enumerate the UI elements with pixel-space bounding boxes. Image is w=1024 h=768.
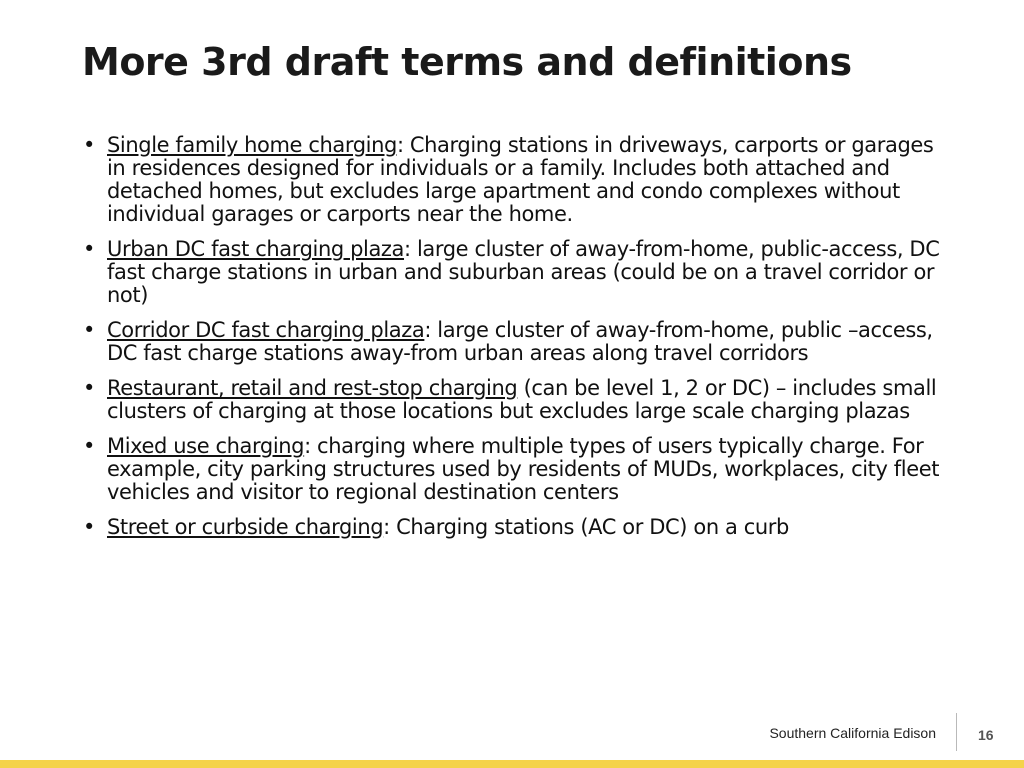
list-item bbox=[80, 319, 950, 365]
term-label: Urban DC fast charging plaza bbox=[107, 237, 405, 261]
list-item bbox=[80, 377, 950, 423]
bullet-icon: • bbox=[83, 318, 95, 342]
term-definition: : Charging stations in driveways, carports or garages in residences designed for individuals or a family. Includes both attached and detached homes, but excludes large apartment and condo complexes without individual garages or carports near the home. bbox=[107, 133, 934, 226]
footer-organization: Southern California Edison bbox=[769, 725, 936, 741]
page-number: 16 bbox=[978, 727, 994, 743]
list-item bbox=[80, 238, 950, 307]
bullet-icon: • bbox=[83, 237, 95, 261]
list-item bbox=[80, 134, 950, 226]
term-label: Street or curbside charging bbox=[107, 515, 384, 539]
term-definition: : Charging stations (AC or DC) on a curb bbox=[383, 515, 789, 539]
term-label: Corridor DC fast charging plaza bbox=[107, 318, 425, 342]
term-definition: : charging where multiple types of users typically charge. For example, city parking structures used by residents of MUDs, workplaces, city fleet vehicles and visitor to regional destination centers bbox=[107, 434, 940, 504]
term-label: Single family home charging bbox=[107, 133, 397, 157]
footer-accent-band bbox=[0, 760, 1024, 768]
bullet-icon: • bbox=[83, 434, 95, 458]
slide-title: More 3rd draft terms and definitions bbox=[82, 40, 852, 84]
term-definition: : large cluster of away-from-home, public-access, DC fast charge stations in urban and suburban areas (could be on a travel corridor or not) bbox=[107, 237, 940, 307]
list-item bbox=[80, 516, 950, 539]
list-item bbox=[80, 435, 950, 504]
footer-divider bbox=[956, 713, 957, 751]
term-definition: : large cluster of away-from-home, public –access, DC fast charge stations away-from urban areas along travel corridors bbox=[107, 318, 933, 365]
bullet-icon: • bbox=[83, 376, 95, 400]
definitions-list bbox=[80, 134, 950, 551]
bullet-icon: • bbox=[83, 133, 95, 157]
term-definition: (can be level 1, 2 or DC) – includes small clusters of charging at those locations but excludes large scale charging plazas bbox=[107, 376, 937, 423]
term-label: Mixed use charging bbox=[107, 434, 305, 458]
bullet-icon: • bbox=[83, 515, 95, 539]
term-label: Restaurant, retail and rest-stop charging bbox=[107, 376, 518, 400]
